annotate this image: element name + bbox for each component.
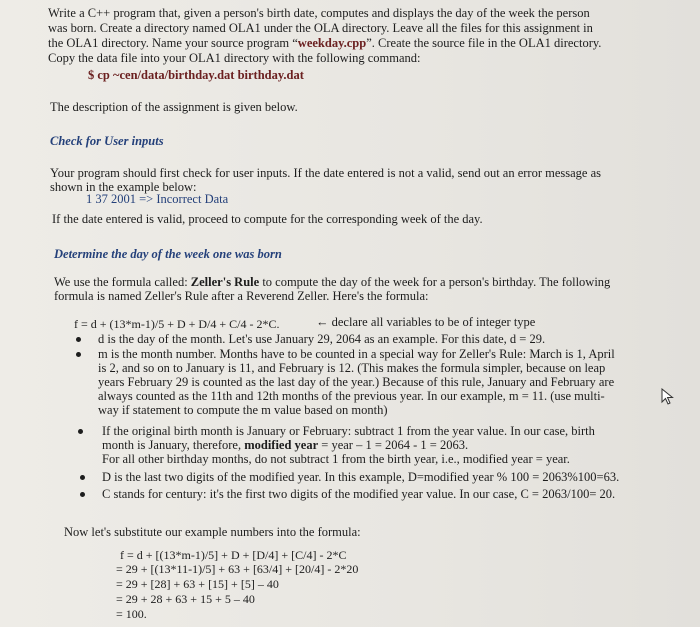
- bullet-m-line-1: m is the month number. Months have to be counted in a special way for Zeller's Rule: March is 1, April: [98, 347, 615, 361]
- determine-line-1: [54, 275, 610, 289]
- description-line: The description of the assignment is given below.: [50, 100, 298, 114]
- bullet-D: D is the last two digits of the modified year. In this example, D=modified year % 100 = 2063%100=63.: [102, 470, 620, 484]
- substitution-step-3: = 29 + [28] + 63 + [15] + [5] – 40: [116, 577, 279, 591]
- substitute-heading: Now let's substitute our example numbers into the formula:: [64, 525, 361, 539]
- determine-line-1-start: We use the formula called:: [54, 275, 191, 289]
- bullet-m-line-2: is 2, and so on to January is 11, and February is 12. (This makes the formula simpler, because on leap: [98, 361, 606, 375]
- bullet-C: C stands for century: it's the first two digits of the modified year value. In our case, C = 2063/100= 20.: [102, 487, 616, 501]
- formula-note: ← declare all variables to be of integer type: [316, 315, 536, 329]
- source-filename: weekday.cpp: [297, 36, 367, 50]
- modified-year-term: modified year: [244, 438, 319, 452]
- intro-line-2: was born. Create a directory named OLA1 under the OLA directory. Leave all the files for this assignment in: [48, 21, 593, 35]
- bullet-year-line-2-end: = year – 1 = 2064 - 1 = 2063.: [318, 438, 469, 452]
- substitution-step-2: = 29 + [(13*11-1)/5] + 63 + [63/4] + [20/4] - 2*20: [116, 562, 359, 576]
- substitution-step-4: = 29 + 28 + 63 + 15 + 5 – 40: [116, 592, 255, 606]
- valid-date-line: If the date entered is valid, proceed to compute for the corresponding week of the day.: [52, 212, 483, 226]
- bullet-dot: [78, 429, 83, 434]
- bullet-dot: [76, 337, 81, 342]
- bullet-dot: [80, 475, 85, 480]
- intro-line-3-start: the OLA1 directory. Name your source program “: [48, 36, 298, 50]
- error-example: 1 37 2001 => Incorrect Data: [86, 192, 229, 206]
- bullet-year-line-1: If the original birth month is January or February: subtract 1 from the year value. In our case, birth: [102, 424, 595, 438]
- substitution-step-5: = 100.: [116, 607, 147, 621]
- determine-heading: Determine the day of the week one was born: [54, 247, 282, 261]
- zellers-rule-name: Zeller's Rule: [190, 275, 260, 289]
- bullet-year-line-2: [102, 438, 468, 452]
- check-line-1: Your program should first check for user inputs. If the date entered is not a valid, send out an error message as: [50, 166, 602, 180]
- bullet-m-line-3: years February 29 is counted as the last day of the year.) Because of this rule, January and February are: [98, 375, 615, 389]
- check-inputs-heading: Check for User inputs: [50, 134, 164, 148]
- bullet-m-line-4: always counted as the 11th and 12th months of the previous year. In our example, m = 11. (use multi-: [98, 389, 605, 403]
- determine-line-2: formula is named Zeller's Rule after a Reverend Zeller. Here's the formula:: [54, 289, 429, 303]
- bullet-dot: [76, 352, 81, 357]
- zeller-formula: f = d + (13*m-1)/5 + D + D/4 + C/4 - 2*C.: [74, 317, 280, 331]
- bullet-year-line-2-start: month is January, therefore,: [102, 438, 245, 452]
- intro-line-3-end: ”. Create the source file in the OLA1 directory.: [366, 36, 602, 50]
- determine-line-1-end: to compute the day of the week for a person's birthday. The following: [259, 275, 611, 289]
- bullet-year-line-3: For all other birthday months, do not subtract 1 from the birth year, i.e., modified year = year.: [102, 452, 570, 466]
- bullet-m-line-5: way if statement to compute the m value based on month): [98, 403, 388, 417]
- intro-line-1: Write a C++ program that, given a person's birth date, computes and displays the day of the week the person: [48, 6, 590, 20]
- check-line-2: shown in the example below:: [50, 180, 197, 194]
- substitution-step-1: f = d + [(13*m-1)/5] + D + [D/4] + [C/4] - 2*C: [120, 548, 347, 562]
- mouse-cursor-icon: [660, 388, 678, 406]
- intro-line-3: [48, 36, 601, 50]
- copy-command: $ cp ~cen/data/birthday.dat birthday.dat: [88, 68, 304, 82]
- bullet-dot: [80, 492, 85, 497]
- bullet-d: d is the day of the month. Let's use January 29, 2064 as an example. For this date, d = 29.: [98, 332, 546, 346]
- intro-line-4: Copy the data file into your OLA1 directory with the following command:: [48, 51, 421, 65]
